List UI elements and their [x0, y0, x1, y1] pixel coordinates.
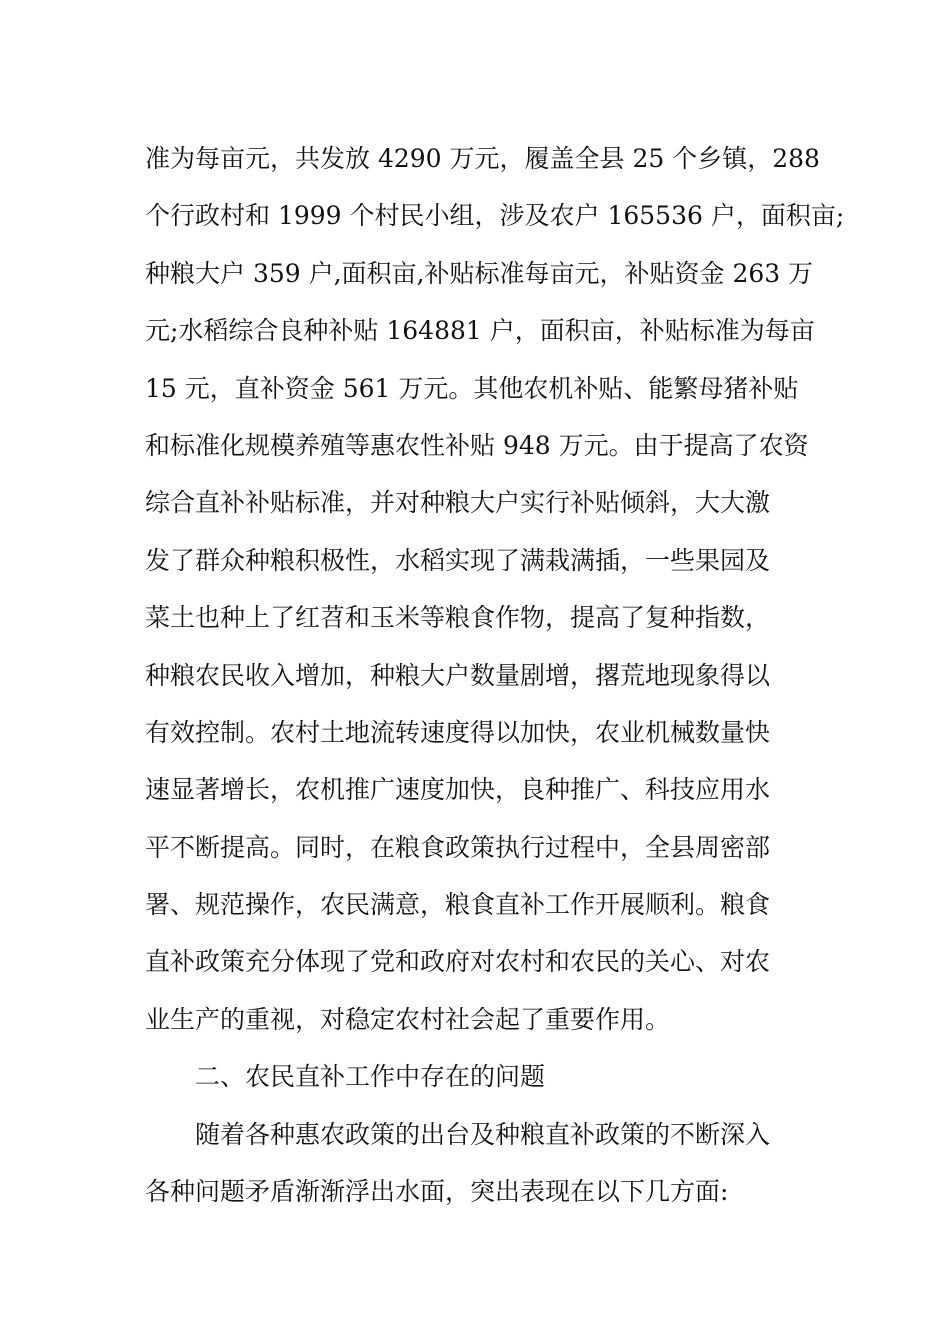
text-line-10: 种粮农民收入增加，种粮大户数量剧增，撂荒地现象得以	[145, 660, 771, 690]
section-heading: 二、农民直补工作中存在的问题	[195, 1062, 546, 1092]
text-line-9: 菜土也种上了红苕和玉米等粮食作物，提高了复种指数，	[145, 603, 771, 633]
text-line-5: 15 元，直补资金 561 万元。其他农机补贴、能繁母猪补贴	[145, 373, 799, 403]
text-line-12: 速显著增长，农机推广速度加快，良种推广、科技应用水	[145, 775, 771, 805]
text-line-16: 业生产的重视，对稳定农村社会起了重要作用。	[145, 1004, 671, 1034]
text-line-2: 个行政村和 1999 个村民小组，涉及农户 165536 户，面积亩;	[145, 201, 845, 231]
text-line-13: 平不断提高。同时，在粮食政策执行过程中，全县周密部	[145, 832, 771, 862]
text-line-15: 直补政策充分体现了党和政府对农村和农民的关心、对农	[145, 947, 771, 977]
document-body	[145, 130, 845, 1220]
text-line-8: 发了群众种粮积极性，水稻实现了满栽满插，一些果园及	[145, 545, 771, 575]
text-line-6: 和标准化规模养殖等惠农性补贴 948 万元。由于提高了农资	[145, 430, 809, 460]
text-line-1: 准为每亩元，共发放 4290 万元，履盖全县 25 个乡镇，288	[145, 144, 820, 173]
text-line-14: 署、规范操作，农民满意，粮食直补工作开展顺利。粮食	[145, 890, 771, 920]
text-line-3: 种粮大户 359 户,面积亩,补贴标准每亩元，补贴资金 263 万	[145, 258, 814, 288]
paragraph-2-line-1: 随着各种惠农政策的出台及种粮直补政策的不断深入	[195, 1119, 771, 1149]
text-line-7: 综合直补补贴标准，并对种粮大户实行补贴倾斜，大大激	[145, 488, 771, 518]
paragraph-2-line-2: 各种问题矛盾渐渐浮出水面，突出表现在以下几方面:	[145, 1177, 729, 1207]
text-line-4: 元;水稻综合良种补贴 164881 户，面积亩，补贴标准为每亩	[145, 316, 815, 346]
text-line-11: 有效控制。农村土地流转速度得以加快，农业机械数量快	[145, 717, 771, 747]
